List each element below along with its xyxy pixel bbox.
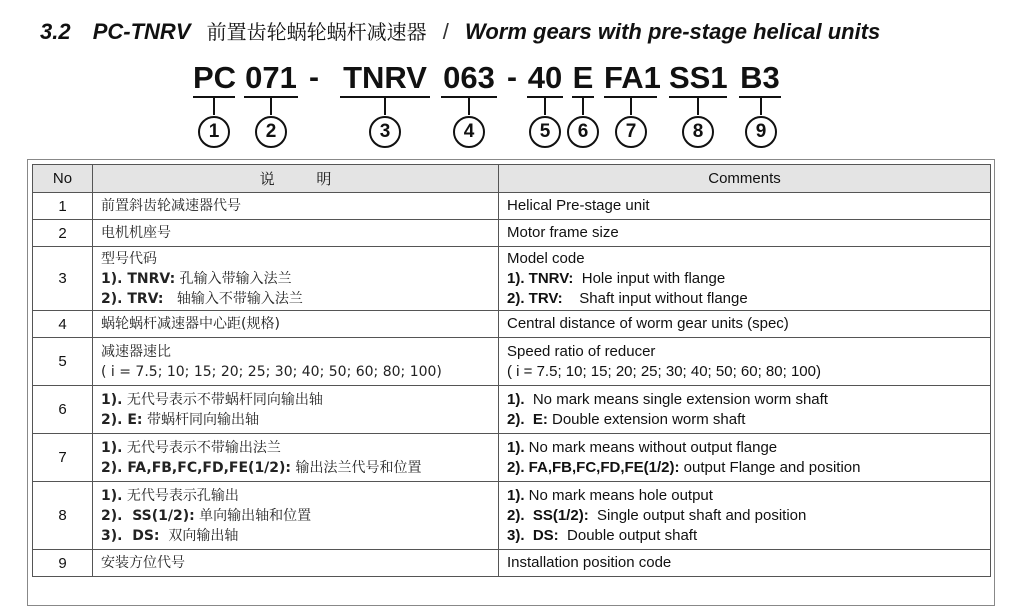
cell-line-text: 单向输出轴和位置 [194,507,312,524]
callout-stem [213,98,215,115]
cell-line [101,196,490,216]
table-row [33,338,991,386]
callout-number: 7 [615,116,647,148]
cell-line-label: 2). SS(1/2): [101,507,195,524]
cell-line-label: 1). [507,486,525,504]
model-segment-shaft: E [572,60,594,98]
model-dash: - [507,61,517,94]
row-number: 8 [33,482,93,550]
cell-line [507,289,982,309]
table-row [33,386,991,434]
row-number: 3 [33,247,93,311]
row-description-cn [93,386,499,434]
row-number: 9 [33,550,93,577]
table-row [33,193,991,220]
section-number: 3.2 [40,19,71,44]
cell-line [507,486,982,506]
row-description-cn [93,550,499,577]
callout-number: 2 [255,116,287,148]
cell-line-text: Hole input with flange [573,269,726,287]
cell-line-label: 2). TRV: [507,289,563,307]
cell-line-text: Shaft input without flange [562,289,748,307]
cell-line-label: 1). TNRV: [507,269,574,287]
cell-line-label: 1). [101,487,123,504]
cell-line [101,289,490,309]
cell-line [507,390,982,410]
cell-line [507,506,982,526]
row-comment-en [499,247,991,311]
cell-line-label: 2). FA,FB,FC,FD,FE(1/2): [101,459,292,476]
callout-stem [630,98,632,115]
cell-line-text: 双向输出轴 [159,527,239,544]
cell-line-label: 3). DS: [101,527,160,544]
model-segment-output: SS1 [669,60,727,98]
cell-line [507,314,982,334]
callout-stem [384,98,386,115]
callout-number: 9 [745,116,777,148]
heading-english: Worm gears with pre-stage helical units [465,19,881,44]
row-description-cn [93,482,499,550]
header-comments: Comments [499,165,991,193]
row-description-cn [93,193,499,220]
cell-line [101,458,490,478]
cell-line-text: ( i = 7.5; 10; 15; 20; 25; 30; 40; 50; 60; 80; 100) [101,363,442,380]
product-code: PC-TNRV [92,19,191,44]
cell-line [507,342,982,362]
cell-line [507,223,982,243]
header-no: No [33,165,93,193]
cell-line [507,196,982,216]
cell-line-text: Installation position code [507,554,672,571]
model-segment-flange: FA1 [604,60,657,98]
row-comment-en [499,386,991,434]
cell-line-text: 带蜗杆同向输出轴 [142,411,259,428]
cell-line-text: ( i = 7.5; 10; 15; 20; 25; 30; 40; 50; 60; 80; 100) [507,362,821,380]
row-description-cn [93,247,499,311]
cell-line-text: Central distance of worm gear units (spec) [507,315,789,332]
table-row [33,482,991,550]
row-comment-en [499,482,991,550]
cell-line-text: 减速器速比 [101,343,171,360]
cell-line-text: 无代号表示不带输出法兰 [122,439,281,456]
cell-line [507,249,982,269]
callout-stem [760,98,762,115]
row-number: 4 [33,311,93,338]
cell-line [507,269,982,289]
row-number: 6 [33,386,93,434]
row-number: 2 [33,220,93,247]
cell-line-text: 型号代码 [101,250,157,267]
cell-line [101,223,490,243]
row-description-cn [93,220,499,247]
model-segment-type: TNRV [340,60,430,98]
cell-line-label: 2). E: [507,410,548,428]
cell-line [101,410,490,430]
cell-line [101,553,490,573]
callout-number: 6 [567,116,599,148]
cell-line-text: 输出法兰代号和位置 [291,459,422,476]
model-segment-frame: 071 [244,60,298,98]
cell-line [507,526,982,546]
cell-line-text: 无代号表示孔输出 [122,487,239,504]
cell-line [101,438,490,458]
model-segment-pc: PC [193,60,235,98]
cell-line-label: 2). TRV: [101,290,164,307]
cell-line [101,486,490,506]
row-number: 1 [33,193,93,220]
cell-line [101,390,490,410]
table-row [33,311,991,338]
cell-line [101,314,490,334]
cell-line [101,526,490,546]
cell-line-text: No mark means single extension worm shaft [524,390,828,408]
cell-line-text: 无代号表示不带蜗杆同向输出轴 [122,391,323,408]
cell-line-text: Helical Pre-stage unit [507,197,650,214]
callout-number: 3 [369,116,401,148]
cell-line-label: 1). [101,439,123,456]
cell-line-label: 2). FA,FB,FC,FD,FE(1/2): [507,458,680,476]
cell-line [101,249,490,269]
cell-line-label: 1). [101,391,123,408]
cell-line-label: 3). DS: [507,526,559,544]
callout-number: 5 [529,116,561,148]
table-row [33,550,991,577]
row-number: 5 [33,338,93,386]
cell-line-text: 轴输入不带输入法兰 [163,290,303,307]
row-comment-en [499,311,991,338]
cell-line-text: Speed ratio of reducer [507,342,656,360]
callout-stem [697,98,699,115]
cell-line-text: output Flange and position [679,458,861,476]
section-heading [40,16,880,45]
cell-line-label: 1). [507,390,525,408]
model-segment-position: B3 [739,60,781,98]
cell-line-text: Double extension worm shaft [547,410,746,428]
model-segment-size: 063 [441,60,497,98]
table-row [33,434,991,482]
cell-line-text: 前置斜齿轮减速器代号 [101,198,241,214]
cell-line-text: 电机机座号 [101,225,171,241]
table-header-row [33,165,991,193]
cell-line-text: No mark means hole output [524,486,713,504]
row-number: 7 [33,434,93,482]
callout-stem [582,98,584,115]
cell-line [101,342,490,362]
model-segment-ratio: 40 [527,60,563,98]
cell-line-label: 1). TNRV: [101,270,176,287]
cell-line [507,438,982,458]
header-description-cn: 说 明 [93,165,499,193]
cell-line [507,410,982,430]
heading-chinese: 前置齿轮蜗轮蜗杆减速器 [206,20,427,44]
cell-line [101,269,490,289]
row-description-cn [93,338,499,386]
cell-line-label: 2). SS(1/2): [507,506,589,524]
model-dash: - [309,61,319,94]
cell-line [101,362,490,382]
row-comment-en [499,193,991,220]
cell-line [507,362,982,382]
cell-line-text: 蜗轮蜗杆减速器中心距(规格) [101,316,280,332]
cell-line-text: 孔输入带输入法兰 [175,270,292,287]
table-row [33,220,991,247]
callout-number: 1 [198,116,230,148]
heading-separator: / [442,19,449,44]
row-comment-en [499,220,991,247]
cell-line-text: Model code [507,249,585,267]
callout-stem [270,98,272,115]
cell-line-text: Double output shaft [558,526,698,544]
row-description-cn [93,311,499,338]
cell-line-label: 1). [507,438,525,456]
callout-stem [468,98,470,115]
callout-number: 8 [682,116,714,148]
cell-line-text: Single output shaft and position [588,506,807,524]
cell-line-text: 安装方位代号 [101,555,185,571]
cell-line [507,553,982,573]
cell-line [507,458,982,478]
row-comment-en [499,434,991,482]
row-comment-en [499,550,991,577]
cell-line [101,506,490,526]
row-comment-en [499,338,991,386]
cell-line-text: No mark means without output flange [524,438,778,456]
cell-line-text: Motor frame size [507,224,619,241]
spec-table [32,164,991,577]
callout-number: 4 [453,116,485,148]
callout-stem [544,98,546,115]
row-description-cn [93,434,499,482]
table-row [33,247,991,311]
cell-line-label: 2). E: [101,411,143,428]
